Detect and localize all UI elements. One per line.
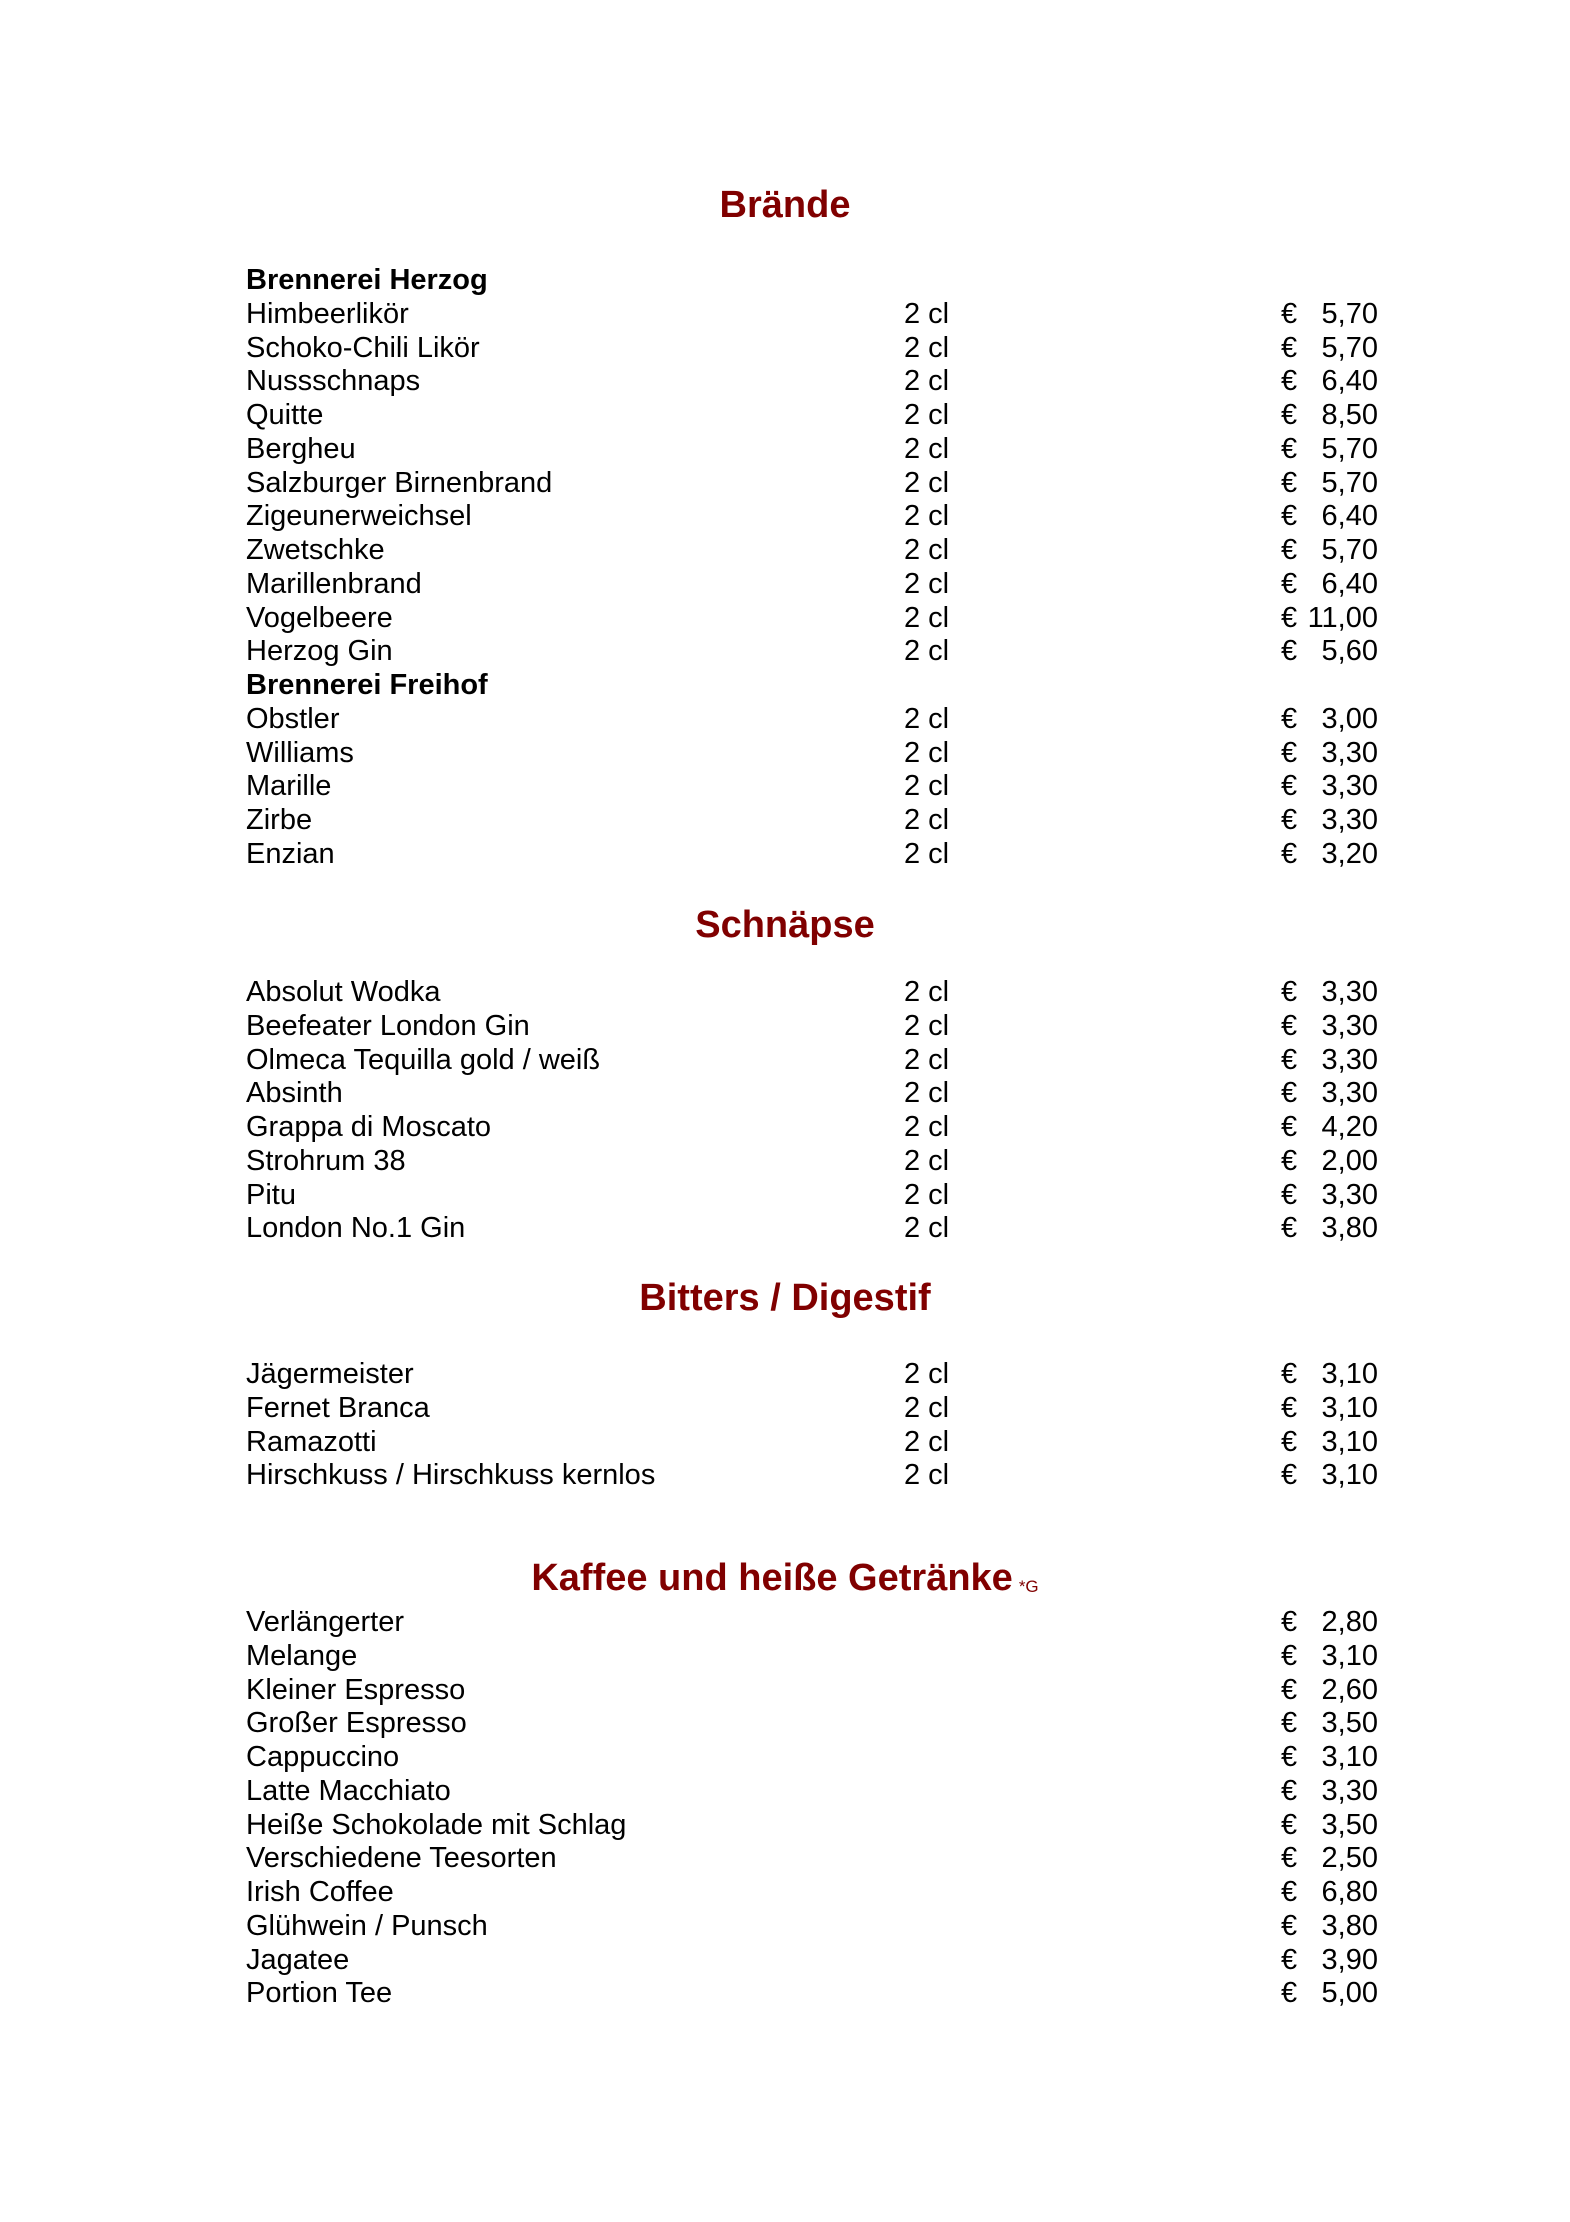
- item-quantity: 2 cl: [904, 1392, 950, 1424]
- menu-item-row: [0, 1639, 1570, 1673]
- menu-item-row: [0, 1976, 1570, 2010]
- item-name: Grappa di Moscato: [246, 1111, 492, 1143]
- item-name: Herzog Gin: [246, 635, 393, 667]
- item-quantity: 2 cl: [904, 737, 950, 769]
- item-quantity: 2 cl: [904, 1179, 950, 1211]
- item-quantity: 2 cl: [904, 1010, 950, 1042]
- menu-item-row: [0, 1943, 1570, 1977]
- section-heading-schnaepse: [0, 903, 1570, 947]
- item-name: Himbeerlikör: [246, 298, 409, 330]
- item-name: Bergheu: [246, 433, 356, 465]
- currency-symbol: €: [1281, 1111, 1298, 1143]
- item-price: 3,50: [1321, 1809, 1378, 1841]
- currency-symbol: €: [1281, 1910, 1298, 1942]
- item-name: Melange: [246, 1640, 358, 1672]
- item-quantity: 2 cl: [904, 332, 950, 364]
- item-price: 3,10: [1321, 1459, 1378, 1491]
- item-price: 2,50: [1321, 1842, 1378, 1874]
- currency-symbol: €: [1281, 1775, 1298, 1807]
- item-name: Ramazotti: [246, 1426, 377, 1458]
- item-quantity: 2 cl: [904, 1111, 950, 1143]
- currency-symbol: €: [1281, 1010, 1298, 1042]
- currency-symbol: €: [1281, 1707, 1298, 1739]
- currency-symbol: €: [1281, 399, 1298, 431]
- item-price: 3,30: [1321, 1077, 1378, 1109]
- currency-symbol: €: [1281, 1358, 1298, 1390]
- currency-symbol: €: [1281, 433, 1298, 465]
- item-price: 6,40: [1321, 365, 1378, 397]
- item-quantity: 2 cl: [904, 770, 950, 802]
- item-name: Zirbe: [246, 804, 313, 836]
- item-price: 3,00: [1321, 703, 1378, 735]
- item-name: Fernet Branca: [246, 1392, 430, 1424]
- item-name: Heiße Schokolade mit Schlag: [246, 1809, 627, 1841]
- item-price: 5,70: [1321, 298, 1378, 330]
- section-heading-kaffee-heisse-getraenke: [0, 1556, 1570, 1609]
- distillery-name: Brennerei Herzog: [246, 264, 488, 296]
- section-title: Schnäpse: [695, 904, 875, 946]
- item-quantity: 2 cl: [904, 1459, 950, 1491]
- currency-symbol: €: [1281, 1674, 1298, 1706]
- currency-symbol: €: [1281, 1606, 1298, 1638]
- menu-item-row: [0, 1357, 1570, 1391]
- item-price: 5,70: [1321, 332, 1378, 364]
- item-name: Hirschkuss / Hirschkuss kernlos: [246, 1459, 656, 1491]
- item-price: 3,10: [1321, 1358, 1378, 1390]
- currency-symbol: €: [1281, 1212, 1298, 1244]
- item-quantity: 2 cl: [904, 568, 950, 600]
- item-name: Portion Tee: [246, 1977, 393, 2009]
- currency-symbol: €: [1281, 1044, 1298, 1076]
- currency-symbol: €: [1281, 1145, 1298, 1177]
- item-name: Latte Macchiato: [246, 1775, 451, 1807]
- currency-symbol: €: [1281, 534, 1298, 566]
- currency-symbol: €: [1281, 332, 1298, 364]
- item-price: 5,70: [1321, 534, 1378, 566]
- currency-symbol: €: [1281, 838, 1298, 870]
- currency-symbol: €: [1281, 770, 1298, 802]
- section-heading-braende: [0, 183, 1570, 227]
- menu-item-row: [0, 975, 1570, 1009]
- menu-item-row: [0, 1605, 1570, 1639]
- section-title: Brände: [719, 184, 851, 226]
- item-quantity: 2 cl: [904, 804, 950, 836]
- menu-item-row: [0, 1706, 1570, 1740]
- menu-item-row: [0, 1808, 1570, 1842]
- item-price: 3,30: [1321, 1179, 1378, 1211]
- currency-symbol: €: [1281, 467, 1298, 499]
- item-price: 5,70: [1321, 433, 1378, 465]
- item-name: London No.1 Gin: [246, 1212, 466, 1244]
- section-title: Kaffee und heiße Getränke: [531, 1557, 1013, 1599]
- item-quantity: 2 cl: [904, 500, 950, 532]
- item-quantity: 2 cl: [904, 976, 950, 1008]
- item-price: 3,30: [1321, 737, 1378, 769]
- item-price: 6,40: [1321, 500, 1378, 532]
- distillery-heading: [0, 263, 1570, 297]
- item-price: 3,10: [1321, 1392, 1378, 1424]
- menu-item-row: [0, 769, 1570, 803]
- item-price: 3,50: [1321, 1707, 1378, 1739]
- item-name: Glühwein / Punsch: [246, 1910, 488, 1942]
- menu-item-row: [0, 1875, 1570, 1909]
- currency-symbol: €: [1281, 1179, 1298, 1211]
- item-price: 4,20: [1321, 1111, 1378, 1143]
- menu-item-row: [0, 466, 1570, 500]
- item-name: Pitu: [246, 1179, 296, 1211]
- currency-symbol: €: [1281, 635, 1298, 667]
- item-name: Olmeca Tequilla gold / weiß: [246, 1044, 601, 1076]
- item-name: Obstler: [246, 703, 340, 735]
- currency-symbol: €: [1281, 602, 1298, 634]
- currency-symbol: €: [1281, 1640, 1298, 1672]
- item-quantity: 2 cl: [904, 365, 950, 397]
- menu-item-row: [0, 297, 1570, 331]
- currency-symbol: €: [1281, 1809, 1298, 1841]
- item-price: 2,00: [1321, 1145, 1378, 1177]
- item-name: Absolut Wodka: [246, 976, 441, 1008]
- item-name: Vogelbeere: [246, 602, 393, 634]
- menu-item-row: [0, 1043, 1570, 1077]
- item-quantity: 2 cl: [904, 399, 950, 431]
- currency-symbol: €: [1281, 1392, 1298, 1424]
- menu-item-row: [0, 398, 1570, 432]
- item-price: 2,60: [1321, 1674, 1378, 1706]
- item-price: 5,00: [1321, 1977, 1378, 2009]
- item-quantity: 2 cl: [904, 298, 950, 330]
- item-name: Strohrum 38: [246, 1145, 406, 1177]
- item-name: Großer Espresso: [246, 1707, 467, 1739]
- item-name: Williams: [246, 737, 354, 769]
- menu-item-row: [0, 331, 1570, 365]
- item-name: Marille: [246, 770, 332, 802]
- item-price: 3,10: [1321, 1426, 1378, 1458]
- item-quantity: 2 cl: [904, 1077, 950, 1109]
- item-quantity: 2 cl: [904, 1044, 950, 1076]
- item-price: 3,10: [1321, 1640, 1378, 1672]
- menu-item-row: [0, 432, 1570, 466]
- section-heading-bitters-digestif: [0, 1276, 1570, 1320]
- currency-symbol: €: [1281, 1876, 1298, 1908]
- menu-item-row: [0, 1178, 1570, 1212]
- item-name: Zigeunerweichsel: [246, 500, 472, 532]
- currency-symbol: €: [1281, 976, 1298, 1008]
- item-name: Marillenbrand: [246, 568, 422, 600]
- item-name: Irish Coffee: [246, 1876, 394, 1908]
- menu-item-row: [0, 702, 1570, 736]
- item-price: 3,20: [1321, 838, 1378, 870]
- item-quantity: 2 cl: [904, 703, 950, 735]
- item-price: 3,10: [1321, 1741, 1378, 1773]
- menu-item-row: [0, 837, 1570, 871]
- menu-item-row: [0, 736, 1570, 770]
- item-name: Enzian: [246, 838, 335, 870]
- section-title-note: *G: [1018, 1577, 1039, 1596]
- menu-item-row: [0, 1009, 1570, 1043]
- item-quantity: 2 cl: [904, 602, 950, 634]
- menu-item-row: [0, 1110, 1570, 1144]
- item-quantity: 2 cl: [904, 1212, 950, 1244]
- menu-item-row: [0, 364, 1570, 398]
- currency-symbol: €: [1281, 500, 1298, 532]
- menu-item-row: [0, 601, 1570, 635]
- item-name: Beefeater London Gin: [246, 1010, 530, 1042]
- item-price: 3,80: [1321, 1212, 1378, 1244]
- item-name: Schoko-Chili Likör: [246, 332, 480, 364]
- item-price: 3,30: [1321, 1775, 1378, 1807]
- menu-item-row: [0, 1458, 1570, 1492]
- item-name: Jägermeister: [246, 1358, 414, 1390]
- item-price: 8,50: [1321, 399, 1378, 431]
- currency-symbol: €: [1281, 804, 1298, 836]
- item-price: 3,30: [1321, 1044, 1378, 1076]
- item-price: 3,30: [1321, 976, 1378, 1008]
- currency-symbol: €: [1281, 568, 1298, 600]
- item-name: Cappuccino: [246, 1741, 400, 1773]
- item-name: Kleiner Espresso: [246, 1674, 466, 1706]
- section-title: Bitters / Digestif: [639, 1277, 931, 1319]
- menu-item-row: [0, 1673, 1570, 1707]
- currency-symbol: €: [1281, 737, 1298, 769]
- item-quantity: 2 cl: [904, 838, 950, 870]
- item-name: Verschiedene Teesorten: [246, 1842, 557, 1874]
- menu-item-row: [0, 533, 1570, 567]
- item-price: 5,70: [1321, 467, 1378, 499]
- currency-symbol: €: [1281, 1944, 1298, 1976]
- item-name: Absinth: [246, 1077, 343, 1109]
- menu-item-row: [0, 1391, 1570, 1425]
- menu-item-row: [0, 567, 1570, 601]
- distillery-name: Brennerei Freihof: [246, 669, 488, 701]
- item-quantity: 2 cl: [904, 433, 950, 465]
- menu-item-row: [0, 1076, 1570, 1110]
- currency-symbol: €: [1281, 1459, 1298, 1491]
- menu-item-row: [0, 1909, 1570, 1943]
- menu-item-row: [0, 1841, 1570, 1875]
- item-name: Jagatee: [246, 1944, 350, 1976]
- currency-symbol: €: [1281, 298, 1298, 330]
- item-name: Quitte: [246, 399, 324, 431]
- item-price: 3,80: [1321, 1910, 1378, 1942]
- item-price: 3,30: [1321, 770, 1378, 802]
- menu-item-row: [0, 1144, 1570, 1178]
- item-quantity: 2 cl: [904, 1358, 950, 1390]
- item-price: 5,60: [1321, 635, 1378, 667]
- currency-symbol: €: [1281, 1077, 1298, 1109]
- item-quantity: 2 cl: [904, 635, 950, 667]
- item-price: 2,80: [1321, 1606, 1378, 1638]
- item-name: Verlängerter: [246, 1606, 404, 1638]
- item-price: 6,40: [1321, 568, 1378, 600]
- currency-symbol: €: [1281, 365, 1298, 397]
- currency-symbol: €: [1281, 1741, 1298, 1773]
- item-price: 3,30: [1321, 1010, 1378, 1042]
- menu-item-row: [0, 1425, 1570, 1459]
- distillery-heading: [0, 668, 1570, 702]
- currency-symbol: €: [1281, 703, 1298, 735]
- item-name: Salzburger Birnenbrand: [246, 467, 553, 499]
- item-price: 6,80: [1321, 1876, 1378, 1908]
- menu-item-row: [0, 1740, 1570, 1774]
- item-price: 11,00: [1307, 602, 1378, 634]
- item-price: 3,30: [1321, 804, 1378, 836]
- menu-item-row: [0, 499, 1570, 533]
- currency-symbol: €: [1281, 1977, 1298, 2009]
- menu-item-row: [0, 803, 1570, 837]
- item-quantity: 2 cl: [904, 1426, 950, 1458]
- menu-item-row: [0, 1211, 1570, 1245]
- item-price: 3,90: [1321, 1944, 1378, 1976]
- item-name: Zwetschke: [246, 534, 385, 566]
- item-quantity: 2 cl: [904, 467, 950, 499]
- currency-symbol: €: [1281, 1842, 1298, 1874]
- item-quantity: 2 cl: [904, 534, 950, 566]
- menu-item-row: [0, 634, 1570, 668]
- currency-symbol: €: [1281, 1426, 1298, 1458]
- item-quantity: 2 cl: [904, 1145, 950, 1177]
- item-name: Nussschnaps: [246, 365, 421, 397]
- menu-item-row: [0, 1774, 1570, 1808]
